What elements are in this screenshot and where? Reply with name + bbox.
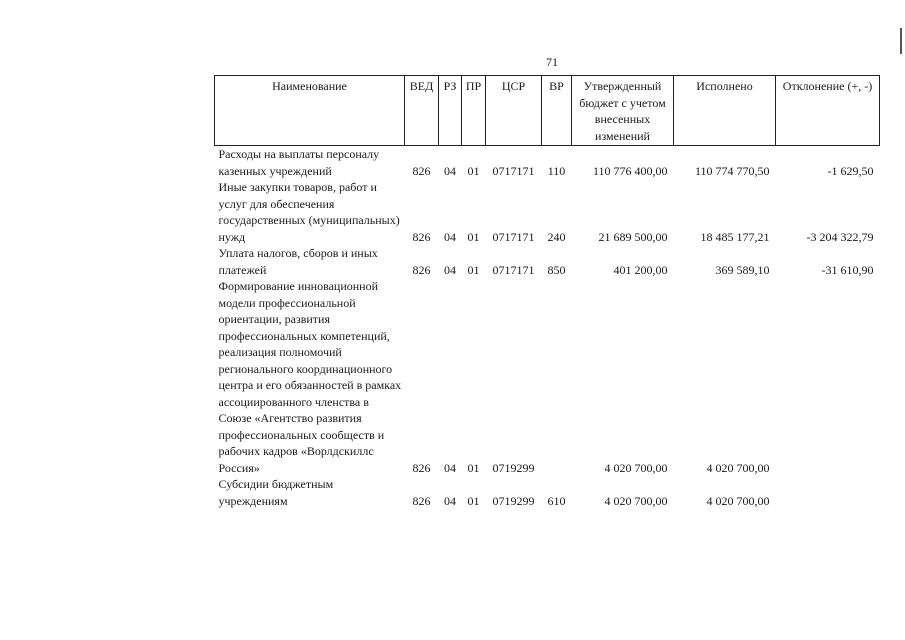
- row-deviation: [776, 278, 880, 476]
- row-csr: 0717171: [492, 262, 535, 277]
- row-name: Субсидии бюджетным учреждениям: [218, 477, 334, 508]
- row-vr: 610: [547, 493, 566, 508]
- header-pr: ПР: [462, 76, 486, 146]
- row-vr: 850: [547, 262, 566, 277]
- table-row: [215, 179, 880, 245]
- row-vr: 110: [547, 163, 566, 178]
- row-pr: 01: [467, 460, 480, 475]
- table-row: [215, 278, 880, 476]
- row-executed: 110 774 770,50: [694, 163, 770, 178]
- table-header-row: [215, 76, 880, 146]
- page-number: 71: [546, 55, 558, 69]
- row-csr: 0717171: [492, 163, 535, 178]
- row-vr: 240: [547, 229, 566, 244]
- row-vr: [542, 278, 572, 476]
- row-executed: 18 485 177,21: [700, 229, 770, 244]
- row-name: Расходы на выплаты персоналу казенных учреждений: [218, 147, 380, 178]
- row-deviation: -1 629,50: [827, 163, 874, 178]
- scan-edge-mark: [900, 28, 902, 54]
- row-pr: 01: [467, 262, 480, 277]
- row-deviation: -3 204 322,79: [806, 229, 874, 244]
- row-ved: 826: [412, 460, 431, 475]
- row-deviation: -31 610,90: [821, 262, 874, 277]
- row-rz: 04: [444, 163, 456, 178]
- header-executed: Исполнено: [674, 76, 776, 146]
- row-pr: 01: [467, 163, 480, 178]
- row-approved: 21 689 500,00: [598, 229, 668, 244]
- row-executed: 4 020 700,00: [706, 493, 770, 508]
- row-ved: 826: [412, 229, 431, 244]
- header-approved: Утвержденный бюджет с учетом внесенных изменений: [572, 76, 674, 146]
- row-csr: 0719299: [492, 493, 535, 508]
- header-rz: РЗ: [439, 76, 462, 146]
- row-csr: 0719299: [492, 460, 535, 475]
- row-pr: 01: [467, 493, 480, 508]
- header-csr: ЦСР: [486, 76, 542, 146]
- budget-execution-table: [214, 75, 880, 509]
- row-executed: 4 020 700,00: [706, 460, 770, 475]
- row-name: Иные закупки товаров, работ и услуг для обеспечения государственных (муниципальных) нужд: [218, 180, 400, 244]
- header-vr: ВР: [542, 76, 572, 146]
- header-ved: ВЕД: [405, 76, 439, 146]
- row-name: Формирование инновационной модели профессиональной ориентации, развития профессиональных компетенций, реализация полномочий регионального координационного центра и его обязанностей в рамках ассоциированного членства в Союзе «Агентство развития профессиональных сообществ и рабочих кадров «Ворлдскиллс Россия»: [218, 279, 402, 475]
- row-ved: 826: [412, 262, 431, 277]
- table-row: [215, 476, 880, 509]
- row-rz: 04: [444, 229, 456, 244]
- row-deviation: [776, 476, 880, 509]
- row-approved: 4 020 700,00: [604, 460, 668, 475]
- row-executed: 369 589,10: [715, 262, 770, 277]
- row-ved: 826: [412, 163, 431, 178]
- row-approved: 110 776 400,00: [592, 163, 668, 178]
- table-row: [215, 146, 880, 180]
- row-ved: 826: [412, 493, 431, 508]
- table-row: [215, 245, 880, 278]
- row-rz: 04: [444, 493, 456, 508]
- row-approved: 401 200,00: [613, 262, 668, 277]
- row-csr: 0717171: [492, 229, 535, 244]
- row-rz: 04: [444, 262, 456, 277]
- row-name: Уплата налогов, сборов и иных платежей: [218, 246, 378, 277]
- row-rz: 04: [444, 460, 456, 475]
- header-deviation: Отклонение (+, -): [776, 76, 880, 146]
- header-name: Наименование: [215, 76, 405, 146]
- row-approved: 4 020 700,00: [604, 493, 668, 508]
- row-pr: 01: [467, 229, 480, 244]
